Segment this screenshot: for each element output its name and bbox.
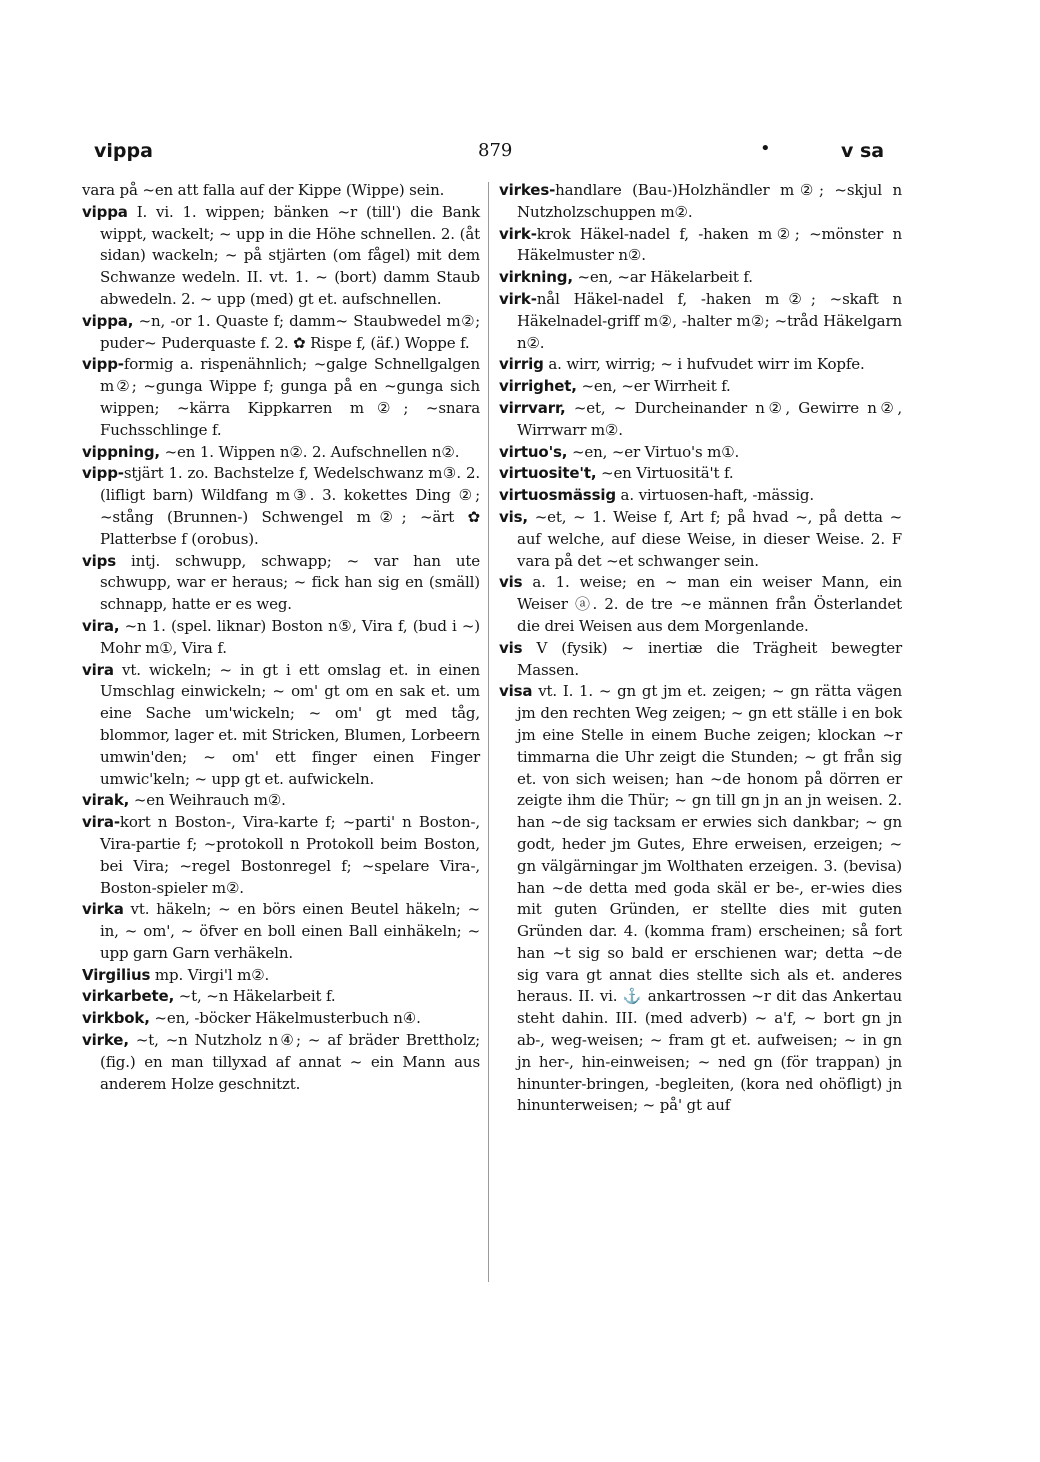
entry xyxy=(82,899,480,964)
entry xyxy=(499,463,902,485)
page-header xyxy=(0,140,1040,170)
entry-headword: vira- xyxy=(82,813,120,832)
entry xyxy=(499,507,902,572)
entry-text: krok Häkel-nadel f, -haken m②; ~mönster n Häkelmuster n②. xyxy=(517,224,902,265)
entry-headword: virkarbete, xyxy=(82,987,175,1006)
entry-text: ~en Virtuositä't f. xyxy=(596,464,734,483)
entry-headword: virka xyxy=(82,900,124,919)
entry-headword: vira, xyxy=(82,616,120,635)
entry xyxy=(499,638,902,682)
entry xyxy=(499,376,902,398)
entry xyxy=(499,180,902,224)
entry xyxy=(82,354,480,441)
entry xyxy=(82,660,480,791)
entry-text: vt. I. 1. ~ gn gt jm et. zeigen; ~ gn rätta vägen jm den rechten Weg zeigen; ~ gn ett ställe i en bok jm eine Stelle in einem Buche zeigen; klockan ~r timmarna die Uhr zeigt die Stunden; ~ gt från sig et. von sich weisen; han ~de honom på dörren er zeigte ihm die Thür; ~ gn till gn jn an jn weisen. 2. han ~de sig tacksam er erwies sich dankbar; ~ gn godt, heder jm Gutes, Ehre erweisen, erzeigen; ~ gn välgärningar jm Wolthaten erzeigen. 3. (bevisa) han ~de detta med goda skäl er be-, er-wies dies mit guten Gründen, er stellte dies mit guten Gründen dar. 4. (komma fram) erscheinen; så fort han ~t sig so bald er erschienen war; detta ~de sig vara gt annat dies stellte sich als et. anderes heraus. II. vi. ⚓ ankartrossen ~r dit das Ankertau steht dahin. III. (med adverb) ~ a'f, ~ bort gn jn ab-, weg-weisen; ~ fram gt et. aufweisen; ~ in gn jn her-, hin-einweisen; ~ ned gn (för trappan) jn hinunter-bringen, -begleiten, (kora ned ohöfligt) jn hinunterweisen; ~ på' gt auf xyxy=(517,682,902,1115)
entry-text: ~n 1. (spel. liknar) Boston n⑤, Vira f, (bud i ~) Mohr m①, Vira f. xyxy=(100,616,480,657)
entry-text: ~et, ~ 1. Weise f, Art f; på hvad ~, på detta ~ auf welche, auf diese Weise, in dieser Weise. 2. F vara på det ~et schwanger sein. xyxy=(517,507,902,570)
entry-headword: vis xyxy=(499,638,523,657)
entry-headword: vipp- xyxy=(82,355,124,374)
entry-text: vt. wickeln; ~ in gt i ett omslag et. in einen Umschlag einwickeln; ~ om' gt om en sak et. um eine Sache um'wickeln; ~ om' gt med tåg, blommor, lager et. mit Stricken, Blumen, Lorbeern umwin'den; ~ om' ett finger einen Finger umwic'keln; ~ upp gt et. aufwickeln. xyxy=(100,660,480,788)
entry-headword: virkbok, xyxy=(82,1009,150,1028)
entry-text: ~et, ~ Durcheinander n②, Gewirre n②, Wirrwarr m②. xyxy=(517,398,902,439)
page-number: 879 xyxy=(478,140,513,161)
entry-text: intj. schwupp, schwapp; ~ var han ute schwupp, war er heraus; ~ fick han sig en (smäll) schnapp, hatte er es weg. xyxy=(100,551,480,614)
entry-headword: virk- xyxy=(499,289,537,308)
entry-headword: virk- xyxy=(499,224,537,243)
entry xyxy=(499,267,902,289)
entry-text: a. virtuosen-haft, -mässig. xyxy=(615,486,814,505)
entry-headword: visa xyxy=(499,682,533,701)
entry-headword: virak, xyxy=(82,791,130,810)
entry-text: ~en 1. Wippen n②. 2. Aufschnellen n②. xyxy=(159,442,460,461)
header-dot: • xyxy=(760,138,771,159)
entry-headword: vipp- xyxy=(82,464,124,483)
entry-headword: virtuo's, xyxy=(499,442,568,461)
entry-headword: virrighet, xyxy=(499,377,577,396)
entry-headword: Virgilius xyxy=(82,965,151,984)
entry-text: ~n, -or 1. Quaste f; damm~ Staubwedel m②; puder~ Puderquaste f. 2. ✿ Rispe f, (äf.) Woppe f. xyxy=(100,311,480,352)
header-left-guideword: vippa xyxy=(94,140,153,162)
entry xyxy=(499,681,902,1117)
entry xyxy=(82,965,480,987)
column-divider xyxy=(488,182,489,1282)
entry-text: vt. häkeln; ~ en börs einen Beutel häkeln; ~ in, ~ om', ~ öfver en boll einen Ball einhäkeln; ~ upp garn Garn verhäkeln. xyxy=(100,900,480,962)
entry-headword: virke, xyxy=(82,1031,129,1050)
entry-headword: vira xyxy=(82,660,114,679)
entry-text: ~t, ~n Häkelarbeit f. xyxy=(174,987,336,1006)
entry-text: vara på ~en att falla auf der Kippe (Wippe) sein. xyxy=(82,181,445,199)
entry xyxy=(82,812,480,899)
entry xyxy=(82,551,480,616)
entry xyxy=(499,572,902,637)
entry xyxy=(499,398,902,442)
entry xyxy=(82,463,480,550)
entry-headword: vis xyxy=(499,573,523,592)
entry-text: a. wirr, wirrig; ~ i hufvudet wirr im Kopfe. xyxy=(543,355,865,374)
entry-text: ~en, ~ar Häkelarbeit f. xyxy=(572,268,753,287)
right-column xyxy=(499,180,902,1117)
entry xyxy=(82,616,480,660)
entry-headword: vippa xyxy=(82,202,128,221)
entry-text: stjärt 1. zo. Bachstelze f, Wedelschwanz m③. 2. (lifligt barn) Wildfang m③. 3. kokettes Ding ②; ~stång (Brunnen-) Schwengel m②; ~ärt ✿ Platterbse f (orobus). xyxy=(100,464,480,548)
entry-text: nål Häkel-nadel f, -haken m②; ~skaft n Häkelnadel-griff m②, -halter m②; ~tråd Häkelgarn n②. xyxy=(517,289,902,352)
entry-text: handlare (Bau-)Holzhändler m②; ~skjul n Nutzholzschuppen m②. xyxy=(517,181,902,221)
entry-text: ~en, ~er Wirrheit f. xyxy=(576,377,731,396)
entry-headword: vippa, xyxy=(82,311,134,330)
entry xyxy=(499,224,902,268)
entry-headword: vippning, xyxy=(82,442,160,461)
entry-headword: virtuosmässig xyxy=(499,486,616,505)
entry xyxy=(499,354,902,376)
entry-headword: virkning, xyxy=(499,268,573,287)
entry-text: ~en, -böcker Häkelmusterbuch n④. xyxy=(149,1009,421,1028)
entry-headword: virrig xyxy=(499,355,544,374)
entry xyxy=(499,485,902,507)
entry-headword: virtuosite't, xyxy=(499,464,597,483)
entry-text: I. vi. 1. wippen; bänken ~r (till') die Bank wippt, wackelt; ~ upp in die Höhe schnellen. 2. (åt sidan) wackeln; ~ på stjärten (om fågel) mit dem Schwanze wedeln. II. vt. 1. ~ (bort) damm Staub abwedeln. 2. ~ upp (med) gt et. aufschnellen. xyxy=(100,202,480,308)
entry-text: ~en Weihrauch m②. xyxy=(129,791,286,810)
entry-headword: vips xyxy=(82,551,116,570)
entry-text: V (fysik) ~ inertiæ die Trägheit bewegter Massen. xyxy=(517,638,902,679)
entry xyxy=(82,1030,480,1095)
entry-text: mp. Virgi'l m②. xyxy=(150,965,270,984)
entry xyxy=(499,442,902,464)
entry xyxy=(82,1008,480,1030)
entry-text: ~en, ~er Virtuo's m①. xyxy=(567,442,740,461)
entry xyxy=(82,311,480,355)
entry-headword: virkes- xyxy=(499,181,556,199)
entry xyxy=(82,202,480,311)
entry xyxy=(82,442,480,464)
entry-text: a. 1. weise; en ~ man ein weiser Mann, ein Weiser ⓐ. 2. de tre ~e männen från Österlandet die drei Weisen aus dem Morgenlande. xyxy=(517,573,902,635)
entry xyxy=(499,289,902,354)
entry-headword: vis, xyxy=(499,507,528,526)
entry xyxy=(82,986,480,1008)
header-right-guideword: v sa xyxy=(841,140,885,162)
left-column xyxy=(82,180,480,1095)
entry-headword: virrvarr, xyxy=(499,398,566,417)
entry-text: ~t, ~n Nutzholz n④; ~ af bräder Brettholz; (fig.) en man tillyxad af annat ~ ein Mann aus anderem Holze geschnitzt. xyxy=(100,1031,480,1093)
entry-text: kort n Boston-, Vira-karte f; ~parti' n Boston-, Vira-partie f; ~protokoll n Protokoll beim Boston, bei Vira; ~regel Bostonregel f; ~spelare Vira-, Boston-spieler m②. xyxy=(100,813,480,897)
entry xyxy=(82,180,480,202)
entry xyxy=(82,790,480,812)
entry-text: formig a. rispenähnlich; ~galge Schnellgalgen m②; ~gunga Wippe f; gunga på en ~gunga sich wippen; ~kärra Kippkarren m②; ~snara Fuchsschlinge f. xyxy=(100,355,480,439)
